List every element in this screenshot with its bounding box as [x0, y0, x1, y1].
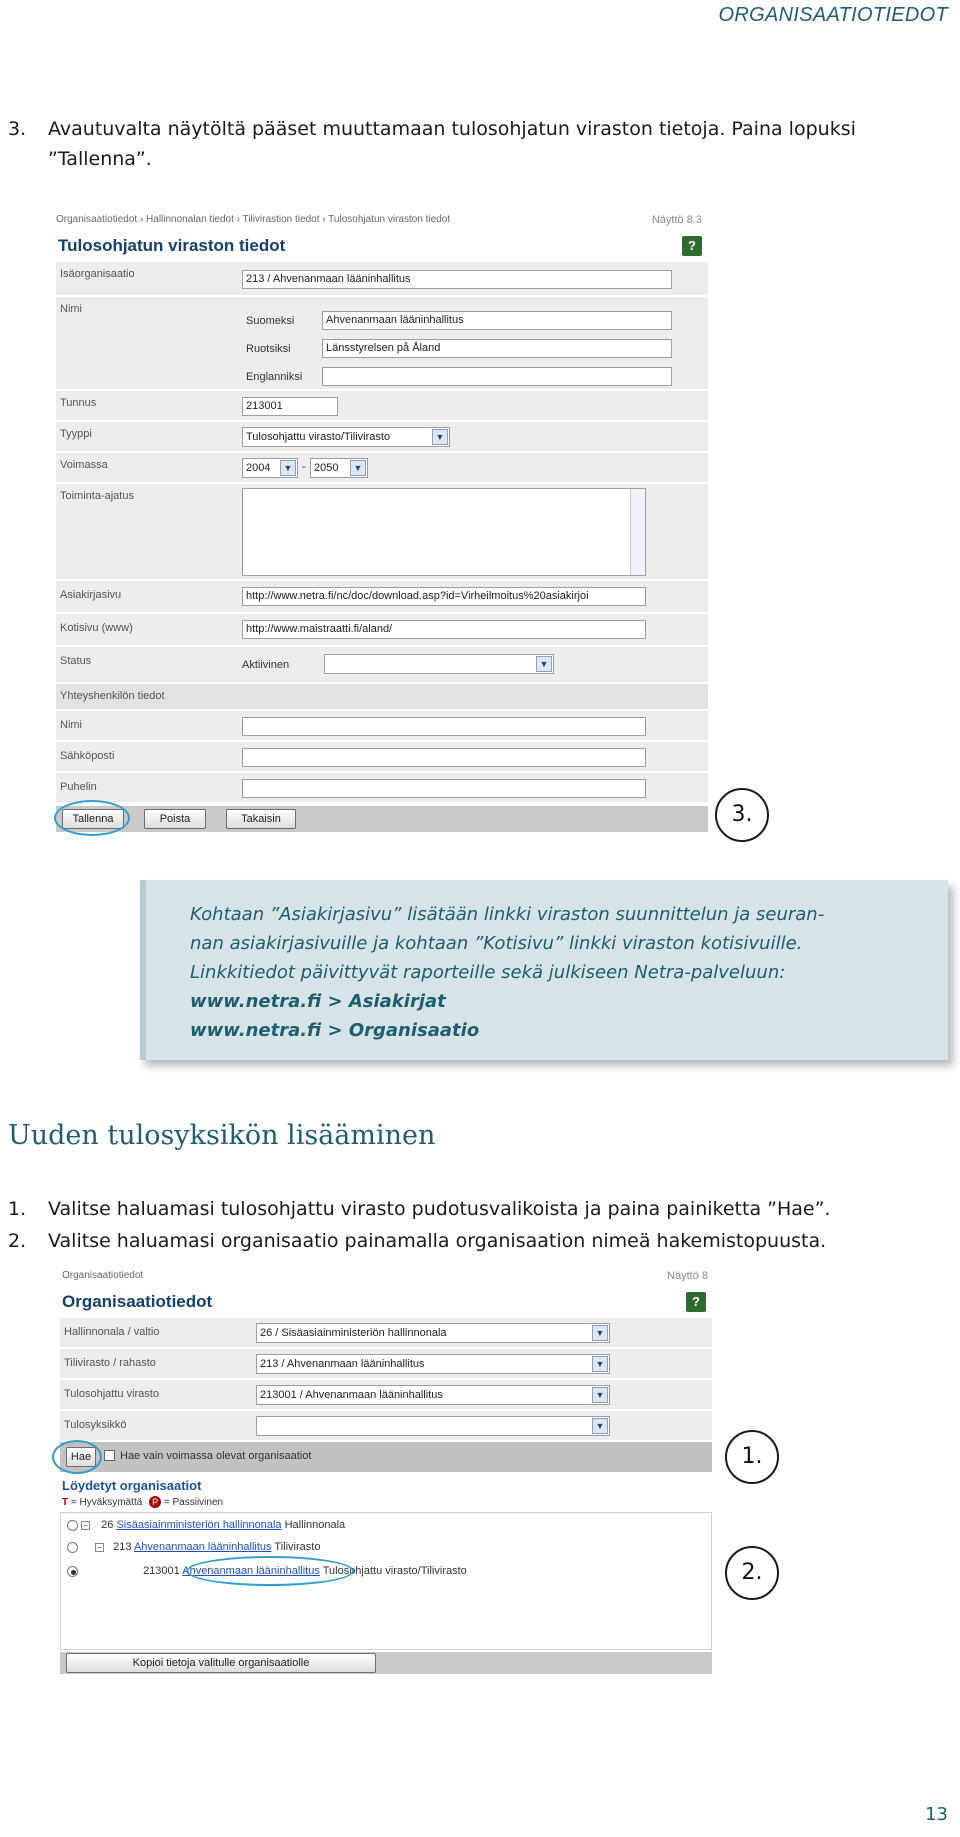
row-account — [60, 1349, 712, 1379]
chevron-down-icon: ▼ — [592, 1418, 608, 1434]
tree-link[interactable]: Ahvenanmaan lääninhallitus — [133, 1541, 272, 1553]
docpage-input[interactable]: http://www.netra.fi/nc/doc/download.asp?id=Virheilmoitus%20asiakirjoi — [242, 587, 646, 606]
row-name — [56, 297, 708, 390]
row-office — [60, 1380, 712, 1410]
tree-radio[interactable] — [67, 1542, 78, 1553]
form-title: Organisaatiotiedot — [62, 1292, 213, 1311]
info-line1: Kohtaan ”Asiakirjasivu” lisätään linkki viraston suunnittelun ja seuran- — [190, 904, 825, 925]
label-phone: Puhelin — [60, 781, 97, 793]
type-selected-value: Tulosohjattu virasto/Tilivirasto — [246, 431, 391, 443]
contact-name-input[interactable] — [242, 717, 646, 736]
valid-from-select[interactable] — [242, 458, 298, 478]
status-select[interactable] — [324, 654, 554, 674]
page-number: 13 — [925, 1804, 948, 1825]
row-code — [56, 391, 708, 421]
organisation-search-screenshot — [60, 1270, 712, 1674]
organisation-tree — [60, 1512, 712, 1650]
copy-button[interactable]: Kopioi tietoja valitulle organisaatiolle — [66, 1653, 376, 1673]
tree-radio[interactable] — [67, 1566, 78, 1577]
info-box — [140, 880, 948, 1060]
chevron-down-icon: ▼ — [592, 1356, 608, 1372]
label-type: Tyyppi — [60, 428, 92, 440]
admin-selected-value: 26 / Sisäasiainministeriön hallinnonala — [260, 1327, 447, 1339]
valid-separator: - — [302, 461, 306, 473]
label-swedish: Ruotsiksi — [246, 343, 291, 355]
step-number: 3. — [8, 118, 27, 140]
legend-passive: = Passiivinen — [163, 1497, 224, 1508]
tree-code: 26 — [101, 1519, 114, 1531]
callout-1: 1. — [725, 1430, 779, 1484]
only-active-checkbox[interactable] — [104, 1450, 115, 1461]
label-office: Tulosohjattu virasto — [64, 1388, 159, 1400]
parent-input[interactable]: 213 / Ahvenanmaan lääninhallitus — [242, 270, 672, 289]
only-active-label: Hae vain voimassa olevat organisaatiot — [120, 1450, 312, 1462]
finnish-name-input[interactable]: Ahvenanmaan lääninhallitus — [322, 311, 672, 330]
chevron-down-icon: ▼ — [280, 460, 296, 476]
search-bar — [60, 1442, 712, 1472]
step-text-line1: Avautuvalta näytöltä pääset muuttamaan tulosohjatun viraston tietoja. Paina lopuksi — [48, 118, 856, 140]
label-name: Nimi — [60, 303, 82, 315]
label-status: Status — [60, 655, 92, 667]
row-docpage — [56, 581, 708, 613]
tree-row[interactable] — [67, 1519, 345, 1531]
step-text: Valitse haluamasi organisaatio painamalla organisaation nimeä hakemistopuusta. — [48, 1230, 827, 1252]
callout-3: 3. — [715, 788, 769, 842]
save-button[interactable]: Tallenna — [62, 809, 124, 829]
tree-code: 213 — [113, 1541, 132, 1553]
homepage-input[interactable]: http://www.maistraatti.fi/aland/ — [242, 620, 646, 639]
label-mission: Toiminta-ajatus — [60, 490, 134, 502]
breadcrumb: Organisaatiotiedot — [62, 1270, 144, 1281]
label-email: Sähköposti — [60, 750, 115, 762]
textarea-scrollbar[interactable] — [630, 489, 645, 575]
link-organisaatio[interactable]: www.netra.fi > Organisaatio — [190, 1020, 480, 1041]
status-value: Aktiivinen — [242, 659, 290, 671]
button-bar — [56, 806, 708, 832]
breadcrumb: Organisaatiotiedot › Hallinnonalan tiedot › Tilivirastion tiedot › Tulosohjatun viraston tiedot — [56, 214, 451, 225]
screen-number: Näyttö 8 — [667, 1270, 708, 1282]
label-homepage: Kotisivu (www) — [60, 622, 133, 634]
row-contact-header — [56, 684, 708, 710]
step-text: Valitse haluamasi tulosohjattu virasto pudotusvalikoista ja paina painiketta ”Hae”. — [48, 1198, 831, 1220]
mission-textarea[interactable] — [242, 488, 646, 576]
label-english: Englanniksi — [246, 371, 303, 383]
row-valid — [56, 453, 708, 483]
question-icon[interactable]: ? — [682, 236, 702, 256]
label-parent: Isäorganisaatio — [60, 268, 135, 280]
swedish-name-input[interactable]: Länsstyrelsen på Åland — [322, 339, 672, 358]
section-heading: Uuden tulosyksikön lisääminen — [8, 1120, 436, 1151]
search-button[interactable]: Hae — [66, 1447, 96, 1467]
highlight-circle — [186, 1556, 354, 1586]
collapse-icon[interactable]: − — [95, 1543, 104, 1552]
highlight-circle — [54, 800, 130, 836]
step-number: 2. — [8, 1230, 27, 1252]
valid-from-value: 2004 — [246, 462, 271, 474]
screen-number: Näyttö 8.3 — [651, 214, 702, 226]
admin-select[interactable] — [256, 1323, 610, 1343]
virasto-form-screenshot — [56, 212, 708, 836]
row-mission — [56, 484, 708, 580]
email-input[interactable] — [242, 748, 646, 767]
chevron-down-icon: ▼ — [350, 460, 366, 476]
label-account: Tilivirasto / rahasto — [64, 1357, 156, 1369]
valid-to-select[interactable] — [310, 458, 368, 478]
label-contact-name: Nimi — [60, 719, 82, 731]
label-unit: Tulosyksikkö — [64, 1419, 127, 1431]
back-button[interactable]: Takaisin — [226, 809, 296, 829]
step-number: 1. — [8, 1198, 27, 1220]
step-3-instruction — [8, 114, 856, 174]
copy-bar — [60, 1652, 712, 1674]
callout-2: 2. — [725, 1546, 779, 1600]
office-select[interactable] — [256, 1385, 610, 1405]
row-admin — [60, 1318, 712, 1348]
link-asiakirjat[interactable]: www.netra.fi > Asiakirjat — [190, 991, 446, 1012]
tree-code: 213001 — [143, 1565, 180, 1577]
passive-icon: P — [149, 1496, 161, 1508]
info-line2: nan asiakirjasivuille ja kohtaan ”Kotisivu” linkki viraston kotisivuille. — [190, 933, 803, 954]
label-docpage: Asiakirjasivu — [60, 589, 122, 601]
tree-link[interactable]: Sisäasiainministeriön hallinnonala — [116, 1519, 282, 1531]
collapse-icon[interactable]: − — [81, 1521, 90, 1530]
tree-row[interactable] — [67, 1541, 320, 1553]
chevron-down-icon: ▼ — [536, 656, 552, 672]
label-contact-header: Yhteyshenkilön tiedot — [60, 690, 165, 702]
row-contact-name — [56, 711, 708, 741]
row-parent — [56, 262, 708, 296]
question-icon[interactable]: ? — [686, 1292, 706, 1312]
section-header: ORGANISAATIOTIEDOT — [718, 4, 948, 26]
chevron-down-icon: ▼ — [592, 1325, 608, 1341]
step-1-instruction — [8, 1194, 830, 1224]
legend-unapproved: = Hyväksymättä — [70, 1497, 143, 1508]
label-code: Tunnus — [60, 397, 97, 409]
row-homepage — [56, 614, 708, 646]
tree-type: Hallinnonala — [284, 1519, 346, 1531]
row-type — [56, 422, 708, 452]
row-unit — [60, 1411, 712, 1441]
english-name-input[interactable] — [322, 367, 672, 386]
step-text-line2: ”Tallenna”. — [48, 148, 152, 170]
row-email — [56, 742, 708, 772]
row-phone — [56, 773, 708, 803]
form-title: Tulosohjatun viraston tiedot — [58, 236, 286, 255]
chevron-down-icon: ▼ — [592, 1387, 608, 1403]
office-selected-value: 213001 / Ahvenanmaan lääninhallitus — [260, 1389, 443, 1401]
info-line3: Linkkitiedot päivittyvät raporteille sekä julkiseen Netra-palveluun: — [190, 962, 786, 983]
label-valid: Voimassa — [60, 459, 108, 471]
tree-type: Tilivirasto — [274, 1541, 321, 1553]
unit-select[interactable] — [256, 1416, 610, 1436]
account-select[interactable] — [256, 1354, 610, 1374]
label-finnish: Suomeksi — [246, 315, 295, 327]
phone-input[interactable] — [242, 779, 646, 798]
step-2-instruction — [8, 1226, 826, 1256]
results-legend — [62, 1496, 223, 1508]
valid-to-value: 2050 — [314, 462, 339, 474]
results-title: Löydetyt organisaatiot — [62, 1478, 202, 1493]
tree-type: Tulosohjattu virasto/Tilivirasto — [322, 1565, 467, 1577]
unapproved-icon: T — [62, 1497, 69, 1508]
tree-radio[interactable] — [67, 1520, 78, 1531]
type-select[interactable] — [242, 427, 450, 447]
label-admin: Hallinnonala / valtio — [64, 1326, 160, 1338]
chevron-down-icon: ▼ — [432, 429, 448, 445]
tree-link[interactable]: Ahvenanmaan lääninhallitus — [182, 1565, 320, 1577]
highlight-circle — [52, 1440, 102, 1474]
code-input[interactable]: 213001 — [242, 397, 338, 416]
row-status — [56, 647, 708, 683]
delete-button[interactable]: Poista — [144, 809, 206, 829]
account-selected-value: 213 / Ahvenanmaan lääninhallitus — [260, 1358, 425, 1370]
